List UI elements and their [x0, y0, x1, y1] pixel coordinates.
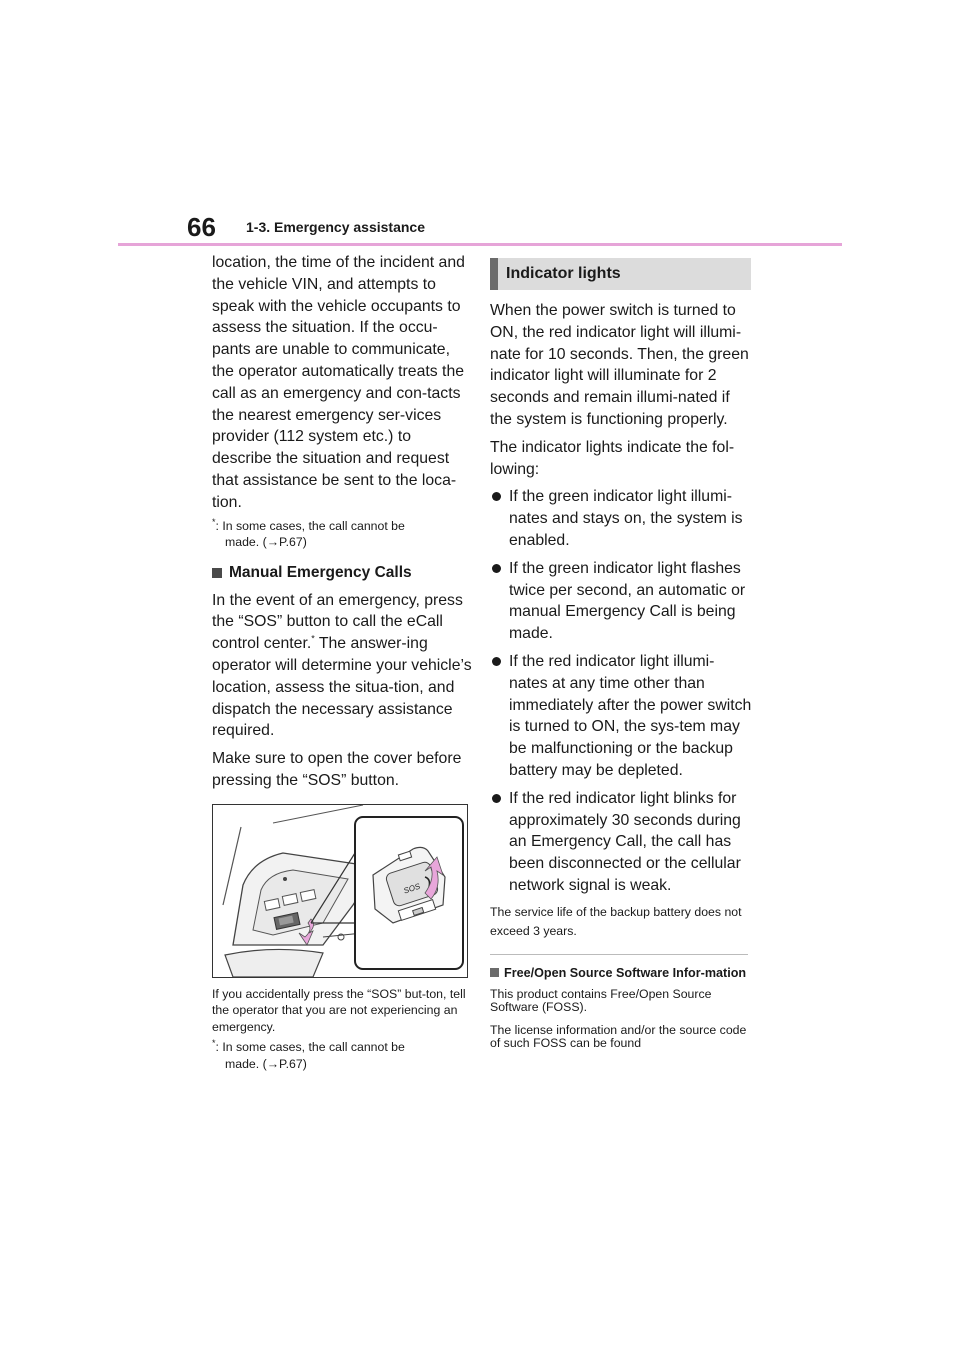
section-title: 1-3. Emergency assistance — [246, 219, 425, 235]
section-divider — [490, 954, 748, 955]
indicator-paragraph-2: The indicator lights indicate the fol-lowing: — [490, 438, 735, 478]
list-item: If the red indicator light blinks for approximately 30 seconds during an Emergency Call, the call has been disconnected or the cellular network signal is weak. — [490, 788, 752, 897]
sos-label: SOS — [402, 881, 422, 896]
footnote-mark: * — [311, 633, 315, 644]
square-bullet-icon — [212, 568, 222, 578]
foss-heading — [490, 966, 752, 980]
footnote-ref-link[interactable]: made. (→P.67) — [225, 535, 307, 550]
footnote-text: : In some cases, the call cannot be — [215, 1040, 405, 1055]
foss-paragraph-2: The license information and/or the source code of such FOSS can be found — [490, 1022, 747, 1051]
square-bullet-icon — [490, 968, 499, 977]
manual-text-a: In the event of an emergency, press the “SOS” button to call the eCall control center. — [212, 591, 463, 653]
manual-emergency-heading — [212, 562, 474, 584]
footnote-mark: * — [212, 1038, 216, 1049]
list-item: If the red indicator light illumi-nates at any time other than immediately after the power switch is turned to ON, the sys-tem may be malfunctioning or the backup battery may be depleted. — [490, 651, 752, 782]
header-rule — [118, 243, 842, 246]
indicator-paragraph-1: When the power switch is turned to ON, the red indicator light will illumi-nate for 10 seconds. Then, the green indicator light will illuminate for 2 seconds and remain illumi-nated if the system is functioning properly. — [490, 302, 749, 428]
page-number: 66 — [187, 212, 216, 242]
manual-heading-text: Manual Emergency Calls — [229, 563, 412, 581]
figure-caption: If you accidentally press the “SOS” but-ton, tell the operator that you are not experiencing an emergency. — [212, 986, 466, 1034]
foss-heading-text: Free/Open Source Software Infor-mation — [504, 965, 747, 980]
overhead-console-illustration — [213, 805, 467, 977]
footnote-text: : In some cases, the call cannot be — [215, 518, 405, 533]
manual-paragraph — [212, 590, 474, 743]
footnote-2 — [212, 1039, 474, 1072]
list-item: If the green indicator light flashes twice per second, an automatic or manual Emergency Call is being made. — [490, 558, 752, 645]
foss-paragraph-1: This product contains Free/Open Source Software (FOSS). — [490, 986, 712, 1015]
indicator-lights-heading: Indicator lights — [490, 258, 751, 290]
right-column — [490, 252, 752, 1051]
left-column — [212, 252, 474, 1072]
battery-note: The service life of the backup battery does not exceed 3 years. — [490, 904, 742, 938]
intro-paragraph: location, the time of the incident and the vehicle VIN, and attempts to speak with the vehicle occupants to assess the situation. If the occu-pants are unable to communicate, the operator automatically treats the call as an emergency and con-tacts the nearest emergency ser-vices provider (112 system etc.) to describe the situation and request that assistance be sent to the loca-tion. — [212, 254, 465, 511]
footnote-mark: * — [212, 516, 216, 527]
cover-paragraph: Make sure to open the cover before pressing the “SOS” button. — [212, 750, 462, 789]
footnote-ref-link[interactable]: made. (→P.67) — [225, 1056, 307, 1071]
sos-button-figure — [212, 804, 468, 978]
footnote-1 — [212, 518, 474, 551]
indicator-bullet-list — [490, 486, 752, 896]
manual-text-b: The answer-ing operator will determine your vehicle’s location, assess the situa-tion, and dispatch the necessary assistance required. — [212, 635, 472, 740]
list-item: If the green indicator light illumi-nates and stays on, the system is enabled. — [490, 486, 752, 551]
